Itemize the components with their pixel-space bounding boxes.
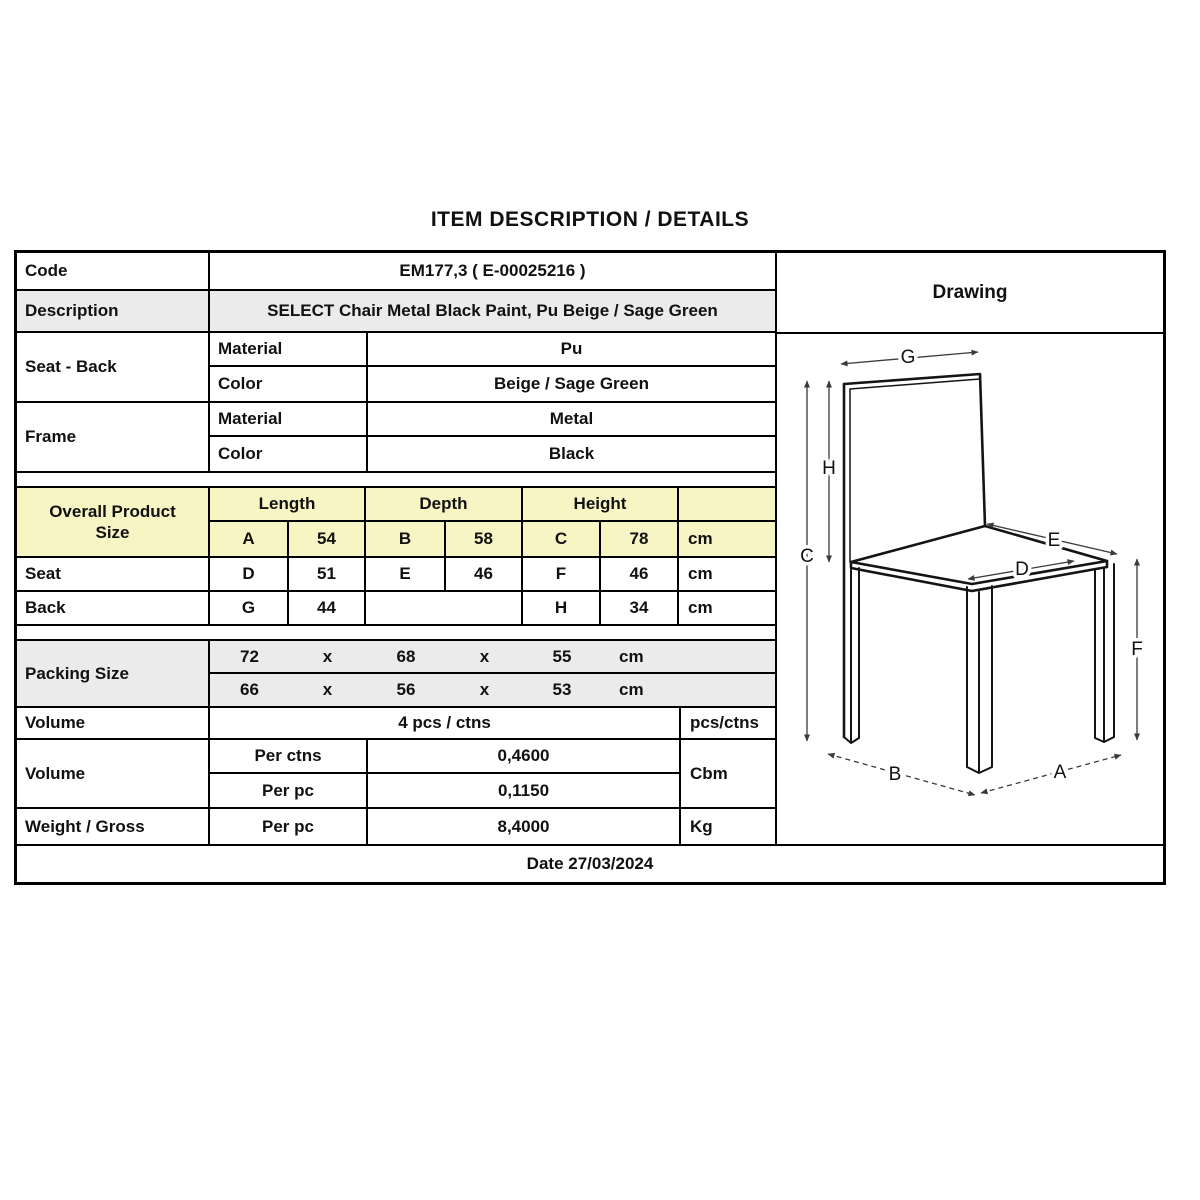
seat-e-value: 46 — [446, 558, 523, 590]
dim-line-a — [981, 755, 1121, 793]
spacer-row — [17, 473, 775, 488]
table-main — [17, 253, 1163, 844]
size-unit: cm — [679, 522, 775, 556]
packing-1-unit: cm — [601, 641, 775, 674]
dim-label-e: E — [1047, 530, 1061, 551]
dim-line-b — [828, 754, 975, 795]
weight-sub-label: Per pc — [210, 809, 368, 844]
seat-e-key: E — [366, 558, 446, 590]
size-header-empty — [679, 488, 775, 522]
frame-material-label: Material — [210, 403, 368, 437]
dim-c-value: 78 — [601, 522, 679, 556]
seat-d-key: D — [210, 558, 289, 590]
packing-2-x1: x — [289, 674, 366, 706]
seat-back-group — [17, 333, 775, 403]
dim-label-c: C — [800, 546, 814, 567]
frame-group — [17, 403, 775, 473]
back-row — [17, 592, 775, 626]
seat-f-value: 46 — [601, 558, 679, 590]
volume-pcs-value: 4 pcs / ctns — [398, 713, 491, 732]
dim-label-h: H — [822, 458, 836, 479]
back-label: Back — [17, 592, 210, 624]
chair-backrest-inner-top — [850, 379, 980, 389]
chair-drawing — [777, 334, 1163, 832]
length-header: Length — [210, 488, 366, 522]
dim-a-value: 54 — [289, 522, 366, 556]
packing-2-x2: x — [446, 674, 523, 706]
packing-1-x1: x — [289, 641, 366, 674]
seat-label: Seat — [17, 558, 210, 590]
back-g-key: G — [210, 592, 289, 624]
weight-unit: Kg — [679, 809, 775, 844]
seat-row — [17, 558, 775, 592]
seat-back-color-value: Beige / Sage Green — [494, 374, 649, 393]
drawing-area — [777, 334, 1163, 844]
dim-label-f: F — [1131, 639, 1143, 660]
frame-color-value: Black — [548, 444, 595, 463]
packing-2-h: 53 — [523, 674, 601, 706]
spec-table — [14, 250, 1166, 885]
seat-unit: cm — [688, 564, 713, 583]
dim-label-g: G — [900, 347, 916, 368]
weight-value: 8,4000 — [497, 816, 550, 836]
back-g-value: 44 — [289, 592, 366, 624]
packing-2-d: 56 — [366, 674, 446, 706]
volume-pcs-label: Volume — [17, 708, 210, 738]
description-value: SELECT Chair Metal Black Paint, Pu Beige / Sage Green — [210, 291, 775, 331]
dim-a-key: A — [210, 522, 289, 556]
chair-leg-back-left — [844, 568, 859, 743]
dim-b-value: 58 — [446, 522, 523, 556]
description-label: Description — [17, 291, 210, 331]
dim-label-b: B — [888, 764, 902, 785]
description-row — [17, 291, 775, 333]
volume-group — [17, 740, 775, 809]
seat-back-label: Seat - Back — [17, 333, 210, 401]
back-empty-cell — [366, 592, 523, 624]
packing-label: Packing Size — [17, 641, 210, 706]
chair-leg-right — [1095, 564, 1114, 742]
code-value: EM177,3 ( E-00025216 ) — [399, 261, 586, 280]
frame-color-label: Color — [210, 437, 368, 471]
volume-perpc-label: Per pc — [210, 774, 368, 807]
back-unit: cm — [688, 598, 713, 617]
seat-back-material-value: Pu — [368, 333, 775, 367]
seat-d-value: 51 — [289, 558, 366, 590]
back-h-value: 34 — [601, 592, 679, 624]
volume-pcs-unit: pcs/ctns — [679, 708, 775, 738]
volume-pcs-row — [17, 708, 775, 740]
packing-2-unit: cm — [601, 674, 775, 706]
depth-header: Depth — [366, 488, 523, 522]
frame-material-value: Metal — [368, 403, 775, 437]
spacer-row — [17, 626, 775, 641]
date-row: Date 27/03/2024 — [17, 844, 1163, 882]
dim-b-key: B — [366, 522, 446, 556]
chair-backrest-outline — [844, 374, 985, 526]
volume-perctns-label: Per ctns — [210, 740, 368, 774]
code-label: Code — [17, 253, 210, 289]
volume-label: Volume — [17, 740, 210, 807]
volume-perpc-value: 0,1150 — [497, 780, 550, 800]
packing-group — [17, 641, 775, 708]
volume-unit: Cbm — [679, 740, 775, 807]
packing-1-x2: x — [446, 641, 523, 674]
volume-perctns-value: 0,4600 — [368, 740, 679, 774]
packing-1-l: 72 — [210, 641, 289, 674]
page-title: ITEM DESCRIPTION / DETAILS — [430, 208, 750, 231]
overall-size-label: Overall Product Size — [17, 488, 210, 556]
packing-2-l: 66 — [210, 674, 289, 706]
height-header: Height — [523, 488, 679, 522]
weight-label: Weight / Gross — [17, 809, 210, 844]
seat-back-color-label: Color — [210, 367, 368, 401]
back-h-key: H — [523, 592, 601, 624]
drawing-title: Drawing — [777, 253, 1163, 334]
chair-leg-front — [967, 586, 992, 773]
frame-label: Frame — [17, 403, 210, 471]
details-section — [17, 253, 777, 844]
packing-1-h: 55 — [523, 641, 601, 674]
dim-label-d: D — [1015, 559, 1029, 580]
overall-size-group — [17, 488, 775, 558]
weight-row — [17, 809, 775, 844]
drawing-panel — [777, 253, 1163, 844]
chair-seat-edge — [851, 561, 1107, 591]
dim-c-key: C — [523, 522, 601, 556]
dim-label-a: A — [1053, 762, 1067, 783]
seat-f-key: F — [523, 558, 601, 590]
seat-back-material-label: Material — [210, 333, 368, 367]
code-row — [17, 253, 775, 291]
packing-1-d: 68 — [366, 641, 446, 674]
